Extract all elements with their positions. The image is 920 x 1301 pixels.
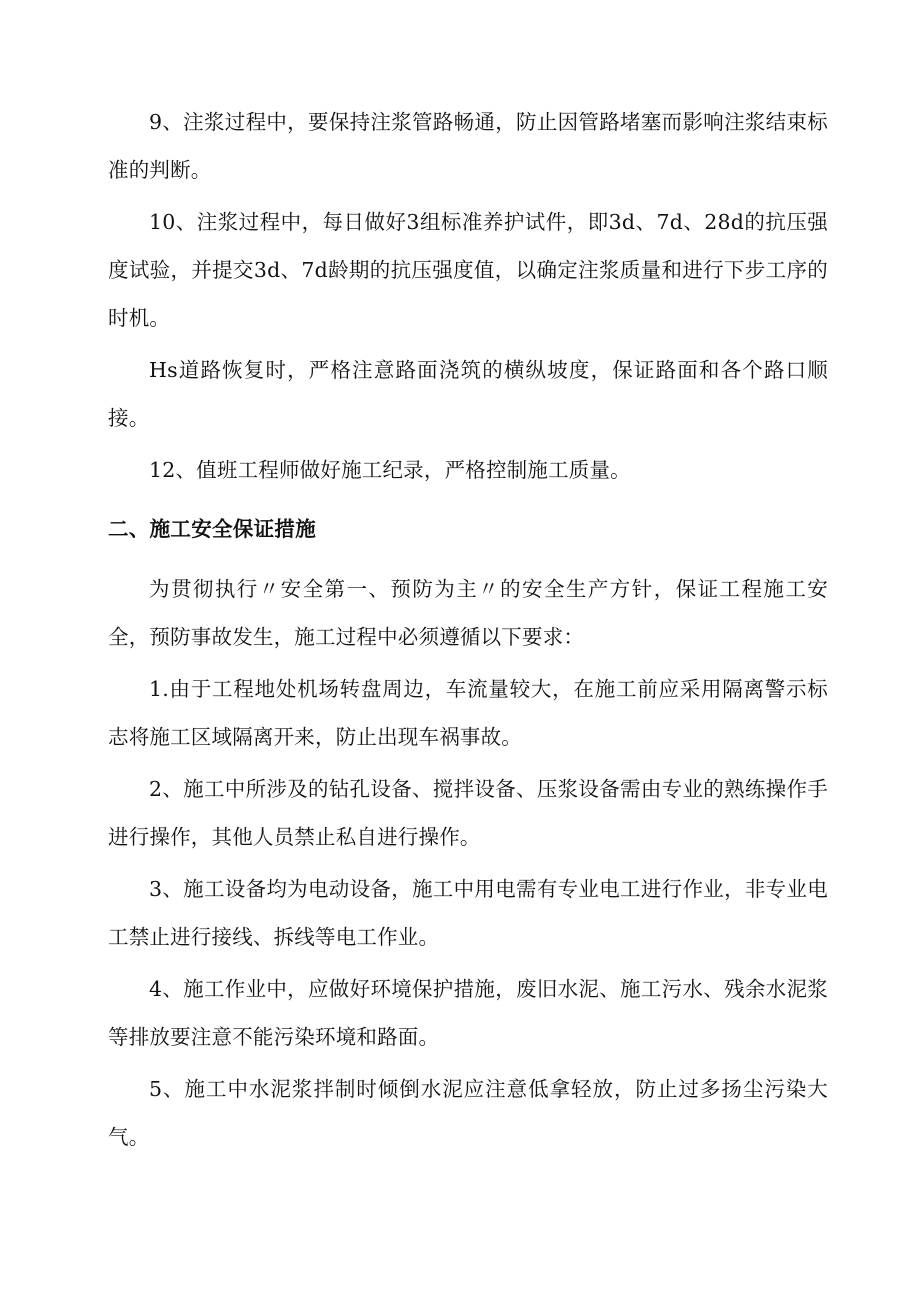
paragraph-item-11: Hs道路恢复时，严格注意路面浇筑的横纵坡度，保证路面和各个路口顺接。: [108, 358, 828, 430]
safety-item-2: 2、施工中所涉及的钻孔设备、搅拌设备、压浆设备需由专业的熟练操作手进行操作，其他人员禁止私自进行操作。: [108, 777, 828, 849]
section-heading: 二、施工安全保证措施: [108, 517, 316, 541]
paragraph-item-10: 10、注浆过程中，每日做好3组标准养护试件，即3d、7d、28d的抗压强度试验，并提交3d、7d龄期的抗压强度值，以确定注浆质量和进行下步工序的时机。: [108, 210, 828, 330]
safety-item-3: 3、施工设备均为电动设备，施工中用电需有专业电工进行作业，非专业电工禁止进行接线、拆线等电工作业。: [108, 877, 828, 949]
document-body: [108, 98, 828, 1161]
safety-item-4: 4、施工作业中，应做好环境保护措施，废旧水泥、施工污水、残余水泥浆等排放要注意不能污染环境和路面。: [108, 977, 828, 1049]
paragraph-item-9: 9、注浆过程中，要保持注浆管路畅通，防止因管路堵塞而影响注浆结束标准的判断。: [108, 110, 828, 182]
paragraph-item-12: 12、值班工程师做好施工纪录，严格控制施工质量。: [149, 458, 631, 482]
safety-item-1: 1.由于工程地处机场转盘周边，车流量较大，在施工前应采用隔离警示标志将施工区域隔离开来，防止出现车祸事故。: [108, 677, 828, 749]
safety-item-5: 5、施工中水泥浆拌制时倾倒水泥应注意低拿轻放，防止过多扬尘污染大气。: [108, 1077, 828, 1149]
intro-paragraph: 为贯彻执行〃安全第一、预防为主〃的安全生产方针，保证工程施工安全，预防事故发生，施工过程中必须遵循以下要求：: [108, 577, 828, 649]
